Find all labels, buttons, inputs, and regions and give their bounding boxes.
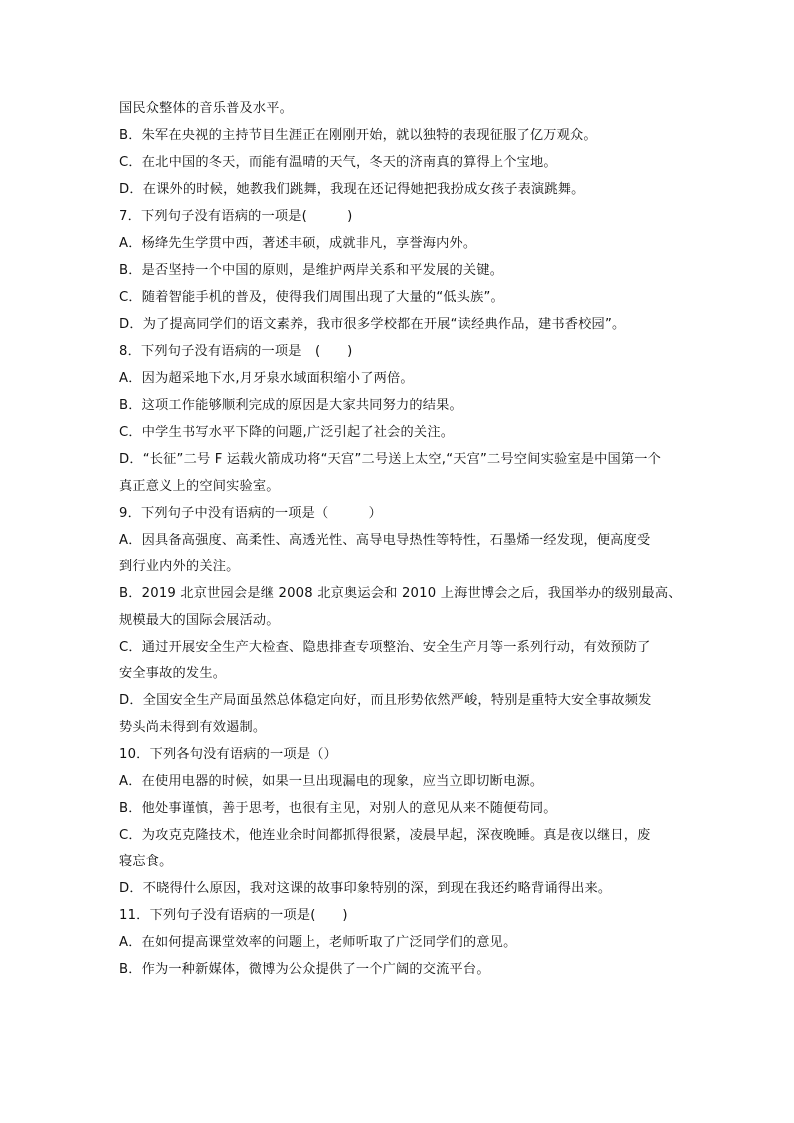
option-line: C．在北中国的冬天，而能有温晴的天气，冬天的济南真的算得上个宝地。 <box>119 155 557 170</box>
option-line: C．通过开展安全生产大检查、隐患排查专项整治、安全生产月等一系列行动，有效预防了 <box>119 639 651 655</box>
option-line: A．因为超采地下水,月牙泉水域面积缩小了两倍。 <box>119 371 414 386</box>
option-line: B．是否坚持一个中国的原则，是维护两岸关系和平发展的关键。 <box>119 263 504 278</box>
question-stem: 9．下列句子中没有语病的一项是（ ） <box>119 505 382 521</box>
option-line: A．因具备高强度、高柔性、高透光性、高导电导热性等特性，石墨烯一经发现，便高度受 <box>119 532 651 548</box>
option-line: A．杨绛先生学贯中西，著述丰硕，成就非凡，享誉海内外。 <box>119 236 477 251</box>
option-line: A．在使用电器的时候，如果一旦出现漏电的现象，应当立即切断电源。 <box>119 773 544 789</box>
option-line: C．为攻克克隆技术，他连业余时间都抓得很紧，凌晨早起，深夜晚睡。真是夜以继日，废 <box>119 827 651 843</box>
question-text-block <box>119 95 682 983</box>
option-line: D．不晓得什么原因，我对这课的故事印象特别的深，到现在我还约略背诵得出来。 <box>119 881 612 896</box>
option-line: C．随着智能手机的普及，使得我们周围出现了大量的“低头族”。 <box>119 290 504 305</box>
question-stem: 10．下列各句没有语病的一项是（） <box>119 746 337 762</box>
continuation-line: 安全事故的发生。 <box>119 666 227 681</box>
option-line: B．他处事谨慎，善于思考，也很有主见，对别人的意见从来不随便苟同。 <box>119 800 557 816</box>
option-line: C．中学生书写水平下降的问题,广泛引起了社会的关注。 <box>119 425 455 440</box>
question-stem: 11．下列句子没有语病的一项是( ) <box>119 908 348 923</box>
option-line: B．这项工作能够顺利完成的原因是大家共同努力的结果。 <box>119 398 463 413</box>
continuation-line: 势头尚未得到有效遏制。 <box>119 719 267 735</box>
option-line: B．朱军在央视的主持节目生涯正在刚刚开始，就以独特的表现征服了亿万观众。 <box>119 128 597 143</box>
continuation-line: 到行业内外的关注。 <box>119 559 240 574</box>
question-stem: 7．下列句子没有语病的一项是( ) <box>119 209 353 224</box>
question-stem: 8．下列句子没有语病的一项是 ( ) <box>119 344 353 359</box>
option-line: A．在如何提高课堂效率的问题上，老师听取了广泛同学们的意见。 <box>119 935 517 950</box>
continuation-line: 国民众整体的音乐普及水平。 <box>119 101 294 116</box>
option-line: D．为了提高同学们的语文素养，我市很多学校都在开展“读经典作品，建书香校园”。 <box>119 317 626 332</box>
option-line: D．在课外的时候，她教我们跳舞，我现在还记得她把我扮成女孩子表演跳舞。 <box>119 182 585 197</box>
continuation-line: 规模最大的国际会展活动。 <box>119 612 280 628</box>
continuation-line: 寝忘食。 <box>119 854 173 869</box>
option-line: B．2019 北京世园会是继 2008 北京奥运会和 2010 上海世博会之后，我国举办的级别最高、 <box>119 586 682 601</box>
option-line: D．“长征”二号 F 运载火箭成功将“天宫”二号送上太空,“天宫”二号空间实验室是中国第一个 <box>119 452 662 467</box>
option-line: B．作为一种新媒体，微博为公众提供了一个广阔的交流平台。 <box>119 962 490 977</box>
continuation-line: 真正意义上的空间实验室。 <box>119 478 280 494</box>
option-line: D．全国安全生产局面虽然总体稳定向好，而且形势依然严峻，特别是重特大安全事故频发 <box>119 693 652 708</box>
